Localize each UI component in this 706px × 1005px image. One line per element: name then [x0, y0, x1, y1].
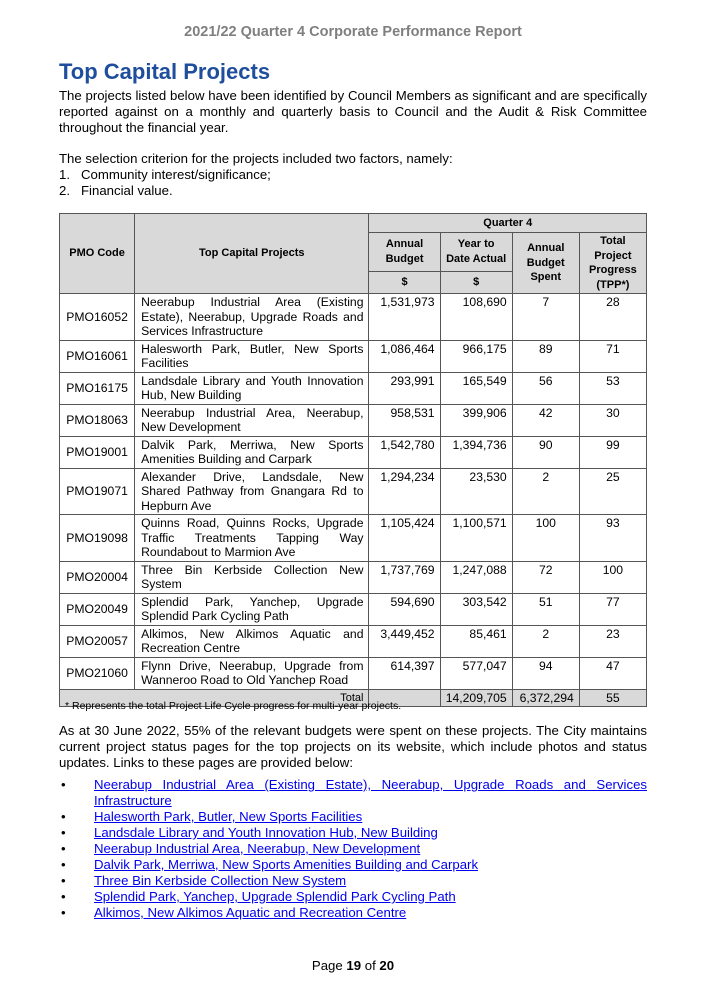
- table-row: PMO16052 Neerabup Industrial Area (Existing Estate), Neerabup, Upgrade Roads and Services Infrastructure 1,531,973 108,690 7 28: [60, 294, 647, 341]
- bullet-icon: •: [61, 841, 66, 856]
- list-item: [59, 857, 647, 873]
- list-item: [59, 825, 647, 841]
- list-item: [59, 841, 647, 857]
- list-item: [59, 889, 647, 905]
- criteria-item: 2. Financial value.: [59, 183, 173, 198]
- project-link[interactable]: Neerabup Industrial Area (Existing Estate), Neerabup, Upgrade Roads and Services Infrastructure: [94, 777, 647, 808]
- header-projects: Top Capital Projects: [135, 214, 369, 294]
- table-row: PMO20057 Alkimos, New Alkimos Aquatic and Recreation Centre 3,449,452 85,461 2 23: [60, 625, 647, 657]
- bullet-icon: •: [61, 809, 66, 824]
- project-link[interactable]: Alkimos, New Alkimos Aquatic and Recreation Centre: [94, 905, 407, 920]
- project-link[interactable]: Landsdale Library and Youth Innovation Hub, New Building: [94, 825, 438, 840]
- total-tpp-value: 55: [579, 689, 646, 707]
- page-title: Top Capital Projects: [59, 59, 271, 84]
- bullet-icon: •: [61, 857, 66, 872]
- header-unit-actual: $: [440, 271, 512, 293]
- header-quarter: Quarter 4: [369, 214, 647, 233]
- table-row: PMO16061 Halesworth Park, Butler, New Sports Facilities 1,086,464 966,175 89 71: [60, 340, 647, 372]
- table-row: PMO21060 Flynn Drive, Neerabup, Upgrade from Wanneroo Road to Old Yanchep Road 614,397 577,047 94 47: [60, 657, 647, 689]
- project-link[interactable]: Halesworth Park, Butler, New Sports Facilities: [94, 809, 363, 824]
- header-budget-spent: Annual Budget Spent: [512, 233, 579, 294]
- bullet-icon: •: [61, 905, 66, 920]
- intro-paragraph: The projects listed below have been identified by Council Members as significant and are specifically reported against on a monthly and quarterly basis to Council and the Audit & Risk Committee throughout the financial year.: [59, 88, 647, 135]
- table-row: PMO19098 Quinns Road, Quinns Rocks, Upgrade Traffic Treatments Tapping Way Roundabout to Marmion Ave 1,105,424 1,100,571 100 93: [60, 515, 647, 562]
- criteria-item: 1. Community interest/significance;: [59, 167, 271, 182]
- table-row: PMO16175 Landsdale Library and Youth Innovation Hub, New Building 293,991 165,549 56 53: [60, 372, 647, 404]
- criteria-intro: The selection criterion for the projects included two factors, namely:: [59, 151, 453, 166]
- total-budget-value: 14,209,705: [440, 689, 512, 707]
- list-item: [59, 873, 647, 889]
- projects-table: [59, 213, 647, 707]
- table-row: PMO20004 Three Bin Kerbside Collection New System 1,737,769 1,247,088 72 100: [60, 561, 647, 593]
- bullet-icon: •: [61, 825, 66, 840]
- header-pmo-code: PMO Code: [60, 214, 135, 294]
- table-row: PMO18063 Neerabup Industrial Area, Neerabup, New Development 958,531 399,906 42 30: [60, 404, 647, 436]
- list-item: [59, 809, 647, 825]
- project-link[interactable]: Dalvik Park, Merriwa, New Sports Amenities Building and Carpark: [94, 857, 479, 872]
- summary-paragraph: As at 30 June 2022, 55% of the relevant budgets were spent on these projects. The City maintains current project status pages for the top projects on its website, which include photos and status updates. Links to these pages are provided below:: [59, 723, 647, 770]
- table-footnote: * Represents the total Project Life Cycle progress for multi-year projects.: [65, 700, 402, 712]
- project-link[interactable]: Three Bin Kerbside Collection New System: [94, 873, 347, 888]
- project-links-list: [59, 777, 647, 921]
- header-ytd-actual: Year to Date Actual: [440, 233, 512, 272]
- criteria-list: [59, 167, 271, 199]
- list-item: [59, 777, 647, 809]
- table-row: PMO20049 Splendid Park, Yanchep, Upgrade Splendid Park Cycling Path 594,690 303,542 51 77: [60, 593, 647, 625]
- project-link[interactable]: Splendid Park, Yanchep, Upgrade Splendid Park Cycling Path: [94, 889, 456, 904]
- header-annual-budget: Annual Budget: [369, 233, 440, 272]
- total-label: Total: [60, 689, 369, 707]
- project-link[interactable]: Neerabup Industrial Area, Neerabup, New Development: [94, 841, 421, 856]
- report-header: 2021/22 Quarter 4 Corporate Performance Report: [184, 24, 522, 40]
- bullet-icon: •: [61, 777, 66, 792]
- header-unit-budget: $: [369, 271, 440, 293]
- table-row: PMO19071 Alexander Drive, Landsdale, New Shared Pathway from Gnangara Rd to Hepburn Ave 1,294,234 23,530 2 25: [60, 468, 647, 515]
- bullet-icon: •: [61, 889, 66, 904]
- header-tpp: Total Project Progress (TPP*): [579, 233, 646, 294]
- list-item: [59, 905, 647, 921]
- page-number: Page 19 of 20: [311, 958, 395, 973]
- total-actual-value: 6,372,294: [512, 689, 579, 707]
- table-row: PMO19001 Dalvik Park, Merriwa, New Sports Amenities Building and Carpark 1,542,780 1,394,736 90 99: [60, 436, 647, 468]
- bullet-icon: •: [61, 873, 66, 888]
